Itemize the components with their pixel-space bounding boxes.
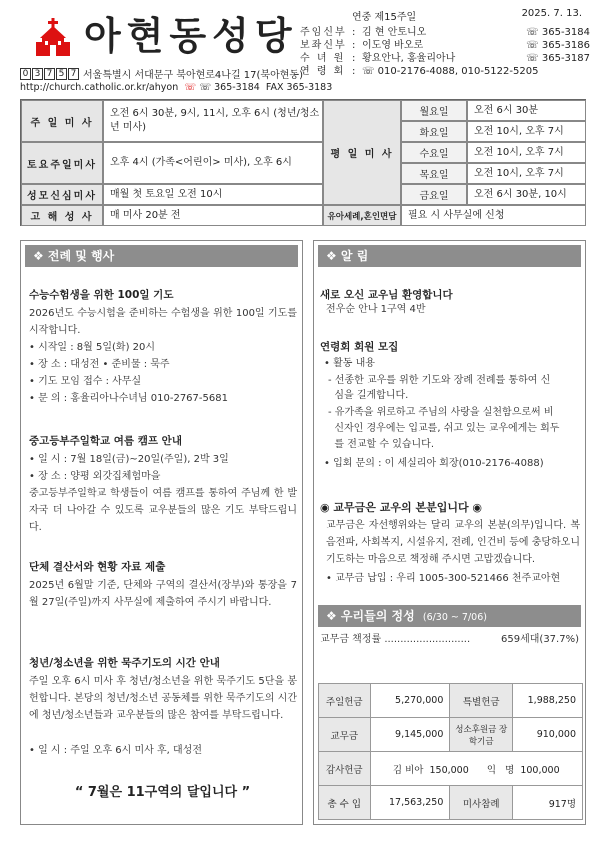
sunday-mass-times: 오전 6시 30분, 9시, 11시, 오후 6시 (청년/청소년 미사) <box>103 100 323 142</box>
staff-name: 황요안나, 홍율리아나 <box>362 53 456 64</box>
weekday-time: 오전 10시, 오후 7시 <box>467 163 586 184</box>
offering-rate-label: 교무금 책정률 ........................... <box>320 634 471 645</box>
item-text: 2026년도 수능시험을 준비하는 수험생을 위한 100일 기도를 시작합니다. <box>29 308 297 336</box>
sunday-mass-label: 주 일 미 사 <box>21 100 103 142</box>
tithe-text: 교무금은 자선행위와는 달리 교우의 본분(의무)입니다. 복음전파, 사회복지, 시설유지, 전례, 인건비 등에 충당하오니 기도하는 마음으로 책정해 주시면 고맙겠습니다. <box>326 520 580 565</box>
offering-period: (6/30 ~ 7/06) <box>422 612 487 623</box>
offering-label: 총 수 입 <box>319 786 371 820</box>
recruit-line: • 활동 내용 <box>324 358 375 369</box>
marian-mass-time: 매월 첫 토요일 오전 10시 <box>103 184 323 205</box>
infant-baptism-text: 필요 시 사무실에 신청 <box>401 205 586 226</box>
weekday-time: 오전 6시 30분, 10시 <box>467 184 586 205</box>
staff-list <box>300 26 590 78</box>
offering-label: 주일헌금 <box>319 684 371 718</box>
zip-digit: 0 <box>20 68 31 80</box>
table-row <box>319 786 583 820</box>
zip-digit: 3 <box>32 68 43 80</box>
item-bullet: • 문 의 : 홍율리아나수녀님 010-2767-5681 <box>29 393 228 404</box>
closing-message: “ 7월은 11구역의 달입니다 ” <box>74 785 251 800</box>
offering-value: 9,145,000 <box>370 718 450 752</box>
contact-line <box>20 82 332 93</box>
church-phone: ☏ 365-3184 <box>199 82 260 93</box>
offering-label: 특별헌금 <box>450 684 513 718</box>
offering-label: 미사참례 <box>450 786 513 820</box>
offering-value: 910,000 <box>513 718 583 752</box>
table-row <box>319 718 583 752</box>
staff-row: 보좌신부 : 이도영 바오로 ☏ 365-3186 <box>300 40 590 51</box>
tithe-title: ◉ 교무금은 교우의 본분입니다 ◉ <box>320 501 483 514</box>
weekday-mass-label: 평 일 미 사 <box>323 100 401 205</box>
recruit-line: - 선종한 교우를 위한 기도와 장례 전례를 통하여 신 <box>328 375 551 386</box>
staff-name: 이도영 바오로 <box>362 40 424 51</box>
staff-row: 주임신부 : 김 현 안토니오 ☏ 365-3184 <box>300 27 590 38</box>
church-url-link[interactable]: http://church.catholic.or.kr/ahyon <box>20 82 179 93</box>
weekday-time: 오전 10시, 오후 7시 <box>467 121 586 142</box>
offering-value: 1,988,250 <box>513 684 583 718</box>
issue-date: 2025. 7. 13. <box>521 8 582 19</box>
staff-phone: ☏ 365-3186 <box>526 40 590 51</box>
issue-info <box>352 8 582 23</box>
zip-digit: 7 <box>44 68 55 80</box>
offering-value: 17,563,250 <box>370 786 450 820</box>
item-title: 단체 결산서와 현황 자료 제출 <box>29 561 166 573</box>
item-text: 2025년 6월말 기준, 단체와 구역의 결산서(장부)와 통장을 7월 27일(주일)까지 사무실에 제출하여 주시기 바랍니다. <box>29 580 297 608</box>
staff-name: ☏ 010-2176-4088, 010-5122-5205 <box>362 66 539 77</box>
staff-name: 김 현 안토니오 <box>362 27 427 38</box>
recruit-line: • 입회 문의 : 이 세실리아 회장(010-2176-4088) <box>324 458 544 469</box>
recruit-line: 신자인 경우에는 입교를, 쉬고 있는 교우에게는 회두 <box>328 423 560 434</box>
weekday-day: 화요일 <box>401 121 467 142</box>
notice-heading: ❖ 알 림 <box>318 245 581 267</box>
item-text: 중고등부주일학교 학생들이 여름 캠프를 통하여 주님께 한 발자국 더 나아갈 수 있도록 교우분들의 많은 기도 부탁드립니다. <box>29 488 297 533</box>
offering-value: 917명 <box>513 786 583 820</box>
staff-role: 수 녀 원 <box>300 53 346 64</box>
infant-baptism-label: 유아세례,혼인면담 <box>323 205 401 226</box>
saturday-mass-label: 토요주일미사 <box>21 142 103 184</box>
offering-table <box>318 683 583 820</box>
offering-label: 성소후원금 장학기금 <box>450 718 513 752</box>
weekday-time: 오전 10시, 오후 7시 <box>467 142 586 163</box>
weekday-day: 금요일 <box>401 184 467 205</box>
offering-value: 5,270,000 <box>370 684 450 718</box>
zip-digit: 7 <box>68 68 79 80</box>
confession-label: 고 해 성 사 <box>21 205 103 226</box>
weekday-day: 월요일 <box>401 100 467 121</box>
item-bullet: • 장 소 : 양평 외갓집체험마을 <box>29 471 161 482</box>
item-bullet: • 일 시 : 7월 18일(금)~20일(주일), 2박 3일 <box>29 454 229 465</box>
phone-icon: ☏ <box>184 82 197 93</box>
liturgical-week: 연중 제15주일 <box>352 12 417 23</box>
confession-time: 매 미사 20분 전 <box>103 205 323 226</box>
item-bullet: • 기도 모임 접수 : 사무실 <box>29 376 142 387</box>
marian-mass-label: 성모신심미사 <box>21 184 103 205</box>
saturday-mass-times: 오후 4시 (가족<어린이> 미사), 오후 6시 <box>103 142 323 184</box>
offering-label: 감사헌금 <box>319 752 371 786</box>
staff-row: 연 령 회 : ☏ 010-2176-4088, 010-5122-5205 <box>300 66 539 77</box>
staff-row: 수 녀 원 : 황요안나, 홍율리아나 ☏ 365-3187 <box>300 53 590 64</box>
staff-phone: ☏ 365-3184 <box>526 27 590 38</box>
offering-heading-text: ❖ 우리들의 정성 <box>326 609 415 623</box>
item-text: 주일 오후 6시 미사 후 청년/청소년을 위한 묵주기도 5단을 봉헌합니다. 본당의 청년/청소년 공동체를 위한 묵주기도의 시간에 청년/청소년들과 교우분들의 많은 참여를 부탁드립니다. <box>29 676 297 721</box>
liturgy-events-panel <box>20 240 303 825</box>
church-logo-icon <box>36 18 70 56</box>
tithe-account: • 교무금 납입 : 우리 1005-300-521466 천주교아현 <box>326 573 561 584</box>
offering-heading <box>318 605 581 627</box>
mass-schedule-table <box>20 99 586 226</box>
staff-role: 연 령 회 <box>300 66 346 77</box>
recruit-line: 를 전교할 수 있습니다. <box>328 439 435 450</box>
recruit-line: 심을 길게합니다. <box>328 390 409 401</box>
item-title: 중고등부주일학교 여름 캠프 안내 <box>29 435 182 447</box>
staff-role: 보좌신부 <box>300 40 347 51</box>
weekday-day: 수요일 <box>401 142 467 163</box>
address-line <box>20 66 303 81</box>
liturgy-events-heading: ❖ 전례 및 행사 <box>25 245 298 267</box>
item-title: 수능수험생을 위한 100일 기도 <box>29 289 174 301</box>
weekday-time: 오전 6시 30분 <box>467 100 586 121</box>
table-row <box>319 684 583 718</box>
offering-value: 김 비아 150,000 익 명 100,000 <box>370 752 582 786</box>
staff-phone: ☏ 365-3187 <box>526 53 590 64</box>
staff-role: 주임신부 <box>300 27 347 38</box>
zip-digit: 5 <box>56 68 67 80</box>
recruit-line: - 유가족을 위로하고 주님의 사랑을 실천함으로써 비 <box>328 407 554 418</box>
offering-rate-value: 659세대(37.7%) <box>501 634 579 645</box>
church-name: 아현동성당 <box>84 14 298 58</box>
welcome-text: 전우순 안나 1구역 4반 <box>326 304 426 315</box>
item-bullet: • 일 시 : 주일 오후 6시 미사 후, 대성전 <box>29 745 202 756</box>
table-row <box>319 752 583 786</box>
church-fax: FAX 365-3183 <box>265 82 333 93</box>
item-title: 청년/청소년을 위한 묵주기도의 시간 안내 <box>29 657 220 669</box>
welcome-title: 새로 오신 교우님 환영합니다 <box>320 289 453 301</box>
weekday-day: 목요일 <box>401 163 467 184</box>
offering-label: 교무금 <box>319 718 371 752</box>
item-bullet: • 시작일 : 8월 5일(화) 20시 <box>29 342 156 353</box>
address: 서울특별시 서대문구 북아현로4나길 17(북아현동) <box>83 70 303 81</box>
item-bullet: • 장 소 : 대성전 • 준비물 : 묵주 <box>29 359 170 370</box>
recruit-title: 연령회 회원 모집 <box>320 341 399 353</box>
